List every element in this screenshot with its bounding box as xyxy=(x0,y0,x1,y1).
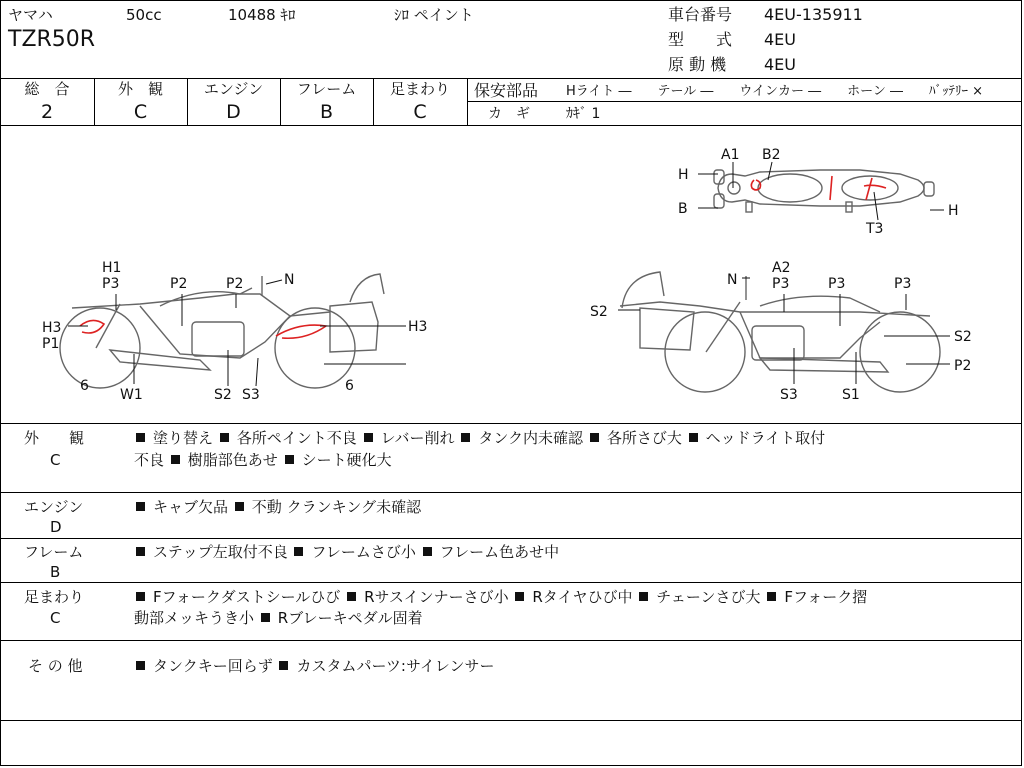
damage-diagram xyxy=(0,126,1022,422)
grade-label-suspension: 足まわり xyxy=(389,80,450,98)
grid-line xyxy=(468,101,1022,102)
note-cat-frame: フレーム xyxy=(24,543,84,561)
label-s2: S2 xyxy=(954,329,972,345)
label-s2: S2 xyxy=(214,387,232,403)
label-h3: H3 xyxy=(42,320,62,336)
bullet-icon xyxy=(461,433,470,442)
note-grade-exterior: C xyxy=(50,451,61,469)
label-p2: P2 xyxy=(226,276,244,292)
grid-line xyxy=(467,78,468,125)
bike-top-view xyxy=(714,170,934,212)
label-6: 6 xyxy=(80,378,89,394)
grade-label-overall: 総 合 xyxy=(24,80,70,98)
bullet-icon xyxy=(590,433,599,442)
grid-line xyxy=(0,720,1022,721)
note-items-frame: ステップ左取付不良 フレームさび小 フレーム色あせ中 xyxy=(134,541,559,563)
grid-line xyxy=(0,492,1022,493)
label-b: B xyxy=(678,201,688,217)
label-p3: P3 xyxy=(102,276,120,292)
bullet-icon xyxy=(136,547,145,556)
note-cat-exterior: 外 観 xyxy=(24,429,85,447)
note-grade-engine: D xyxy=(50,518,62,536)
grade-label-frame: フレーム xyxy=(296,80,357,98)
bullet-icon xyxy=(279,661,288,670)
bullet-icon xyxy=(767,592,776,601)
grade-value-engine: D xyxy=(226,101,241,123)
bullet-icon xyxy=(235,502,244,511)
label-p1: P1 xyxy=(42,336,60,352)
note-items-exterior: 塗り替え 各所ペイント不良 レバー削れ タンク内未確認 各所さび大 ヘッドライト取付 xyxy=(134,427,825,449)
bullet-icon xyxy=(294,547,303,556)
label-p2: P2 xyxy=(954,358,972,374)
frame-no-label: 車台番号 xyxy=(668,5,733,24)
note-items-engine: キャブ欠品 不動 クランキング未確認 xyxy=(134,496,421,518)
bullet-icon xyxy=(136,502,145,511)
label-a2: A2 xyxy=(772,260,791,276)
note-items-suspension-line2: 動部メッキうき小 Rブレーキペダル固着 xyxy=(134,609,423,627)
bullet-icon xyxy=(136,433,145,442)
bullet-icon xyxy=(136,592,145,601)
note-items-exterior-line2: 不良 樹脂部色あせ シート硬化大 xyxy=(134,451,392,469)
label-p3: P3 xyxy=(828,276,846,292)
grade-value-frame: B xyxy=(319,101,334,123)
engine-label: 原 動 機 xyxy=(668,55,727,74)
label-h: H xyxy=(678,167,689,183)
bullet-icon xyxy=(261,613,270,622)
grade-value-exterior: C xyxy=(133,101,148,123)
bullet-icon xyxy=(423,547,432,556)
label-p3: P3 xyxy=(772,276,790,292)
bullet-icon xyxy=(364,433,373,442)
note-items-other: タンクキー回らず カスタムパーツ:サイレンサー xyxy=(134,655,495,677)
label-a1: A1 xyxy=(721,147,740,163)
label-n: N xyxy=(727,272,738,288)
label-s1: S1 xyxy=(842,387,860,403)
note-cat-suspension: 足まわり xyxy=(24,588,85,606)
label-s2: S2 xyxy=(590,304,608,320)
label-h1: H1 xyxy=(102,260,122,276)
label-h: H xyxy=(948,203,959,219)
label-t3: T3 xyxy=(866,221,884,237)
grid-line xyxy=(0,423,1022,424)
safety-label: 保安部品 xyxy=(474,81,539,100)
model-name: TZR50R xyxy=(8,27,96,52)
bullet-icon xyxy=(639,592,648,601)
type-label: 型 式 xyxy=(668,30,733,49)
note-items-suspension: Fフォークダストシールひび Rサスインナーさび小 Rタイヤひび中 チェーンさび大 Fフォーク摺 xyxy=(134,586,867,608)
note-cat-other: そ の 他 xyxy=(28,657,83,675)
grade-label-engine: エンジン xyxy=(203,80,264,98)
label-p3: P3 xyxy=(894,276,912,292)
note-grade-frame: B xyxy=(50,563,61,581)
bullet-icon xyxy=(285,455,294,464)
label-s3: S3 xyxy=(242,387,260,403)
type-value: 4EU xyxy=(764,30,796,49)
color: ｼﾛ ペイント xyxy=(394,6,474,24)
safety-items: Hライト ― テール ― ウインカー ― ホーン ― ﾊﾞｯﾃﾘｰ × xyxy=(566,84,984,99)
displacement: 50cc xyxy=(126,6,162,24)
label-b2: B2 xyxy=(762,147,781,163)
grid-line xyxy=(0,78,1022,79)
maker: ヤマハ xyxy=(8,6,53,24)
bullet-icon xyxy=(136,661,145,670)
mileage: 10488 ｷﾛ xyxy=(228,6,296,24)
label-w1: W1 xyxy=(120,387,143,403)
grid-line xyxy=(0,538,1022,539)
grade-value-suspension: C xyxy=(413,101,427,123)
grade-value-overall: 2 xyxy=(40,101,54,123)
bullet-icon xyxy=(220,433,229,442)
frame-no: 4EU-135911 xyxy=(764,5,863,24)
note-cat-engine: エンジン xyxy=(24,498,84,516)
key-value: ｶｷﾞ 1 xyxy=(566,106,601,122)
label-s3: S3 xyxy=(780,387,798,403)
bullet-icon xyxy=(347,592,356,601)
note-grade-suspension: C xyxy=(50,609,61,627)
grade-label-exterior: 外 観 xyxy=(117,80,163,98)
label-6: 6 xyxy=(345,378,354,394)
key-label: カ ギ xyxy=(488,106,530,122)
bullet-icon xyxy=(515,592,524,601)
grid-line xyxy=(0,640,1022,641)
bullet-icon xyxy=(171,455,180,464)
label-n: N xyxy=(284,272,295,288)
label-h3: H3 xyxy=(408,319,428,335)
grid-line xyxy=(0,582,1022,583)
engine-value: 4EU xyxy=(764,55,796,74)
label-p2: P2 xyxy=(170,276,188,292)
bullet-icon xyxy=(689,433,698,442)
